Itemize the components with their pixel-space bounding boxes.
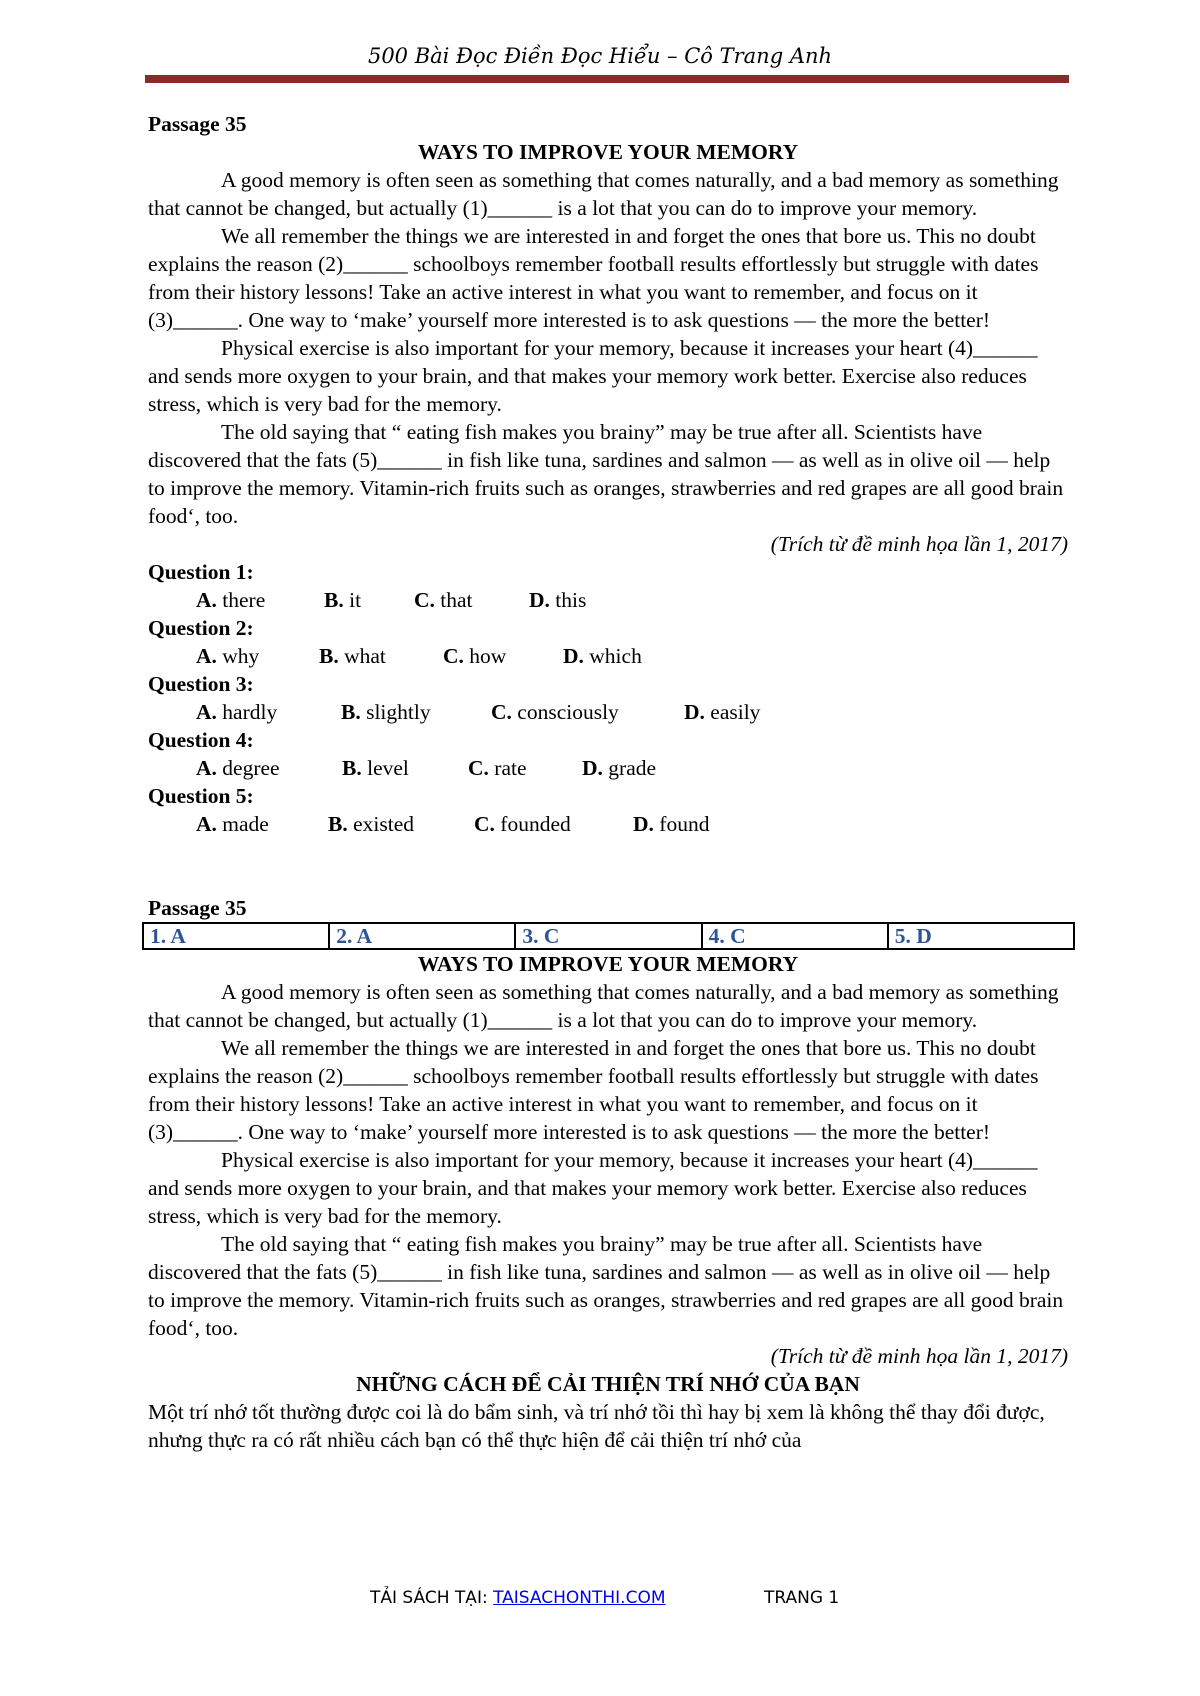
option-d: D. found	[633, 812, 710, 836]
paragraph-3-repeat: Physical exercise is also important for your memory, because it increases your heart (4)______ and sends more oxygen to your brain, and that makes your memory work better. Exercise also reduces stress, which is very bad for the memory.	[148, 1148, 1038, 1228]
question-block	[148, 558, 1068, 614]
option-row	[148, 642, 1068, 670]
answer-cell: 3. C	[515, 923, 701, 949]
option-d: D. easily	[684, 700, 761, 724]
footer-link[interactable]: TAISACHONTHI.COM	[493, 1588, 666, 1608]
answer-row	[143, 923, 1074, 949]
question-label: Question 2:	[148, 616, 254, 640]
option-row	[148, 754, 1068, 782]
option-c: C. founded	[474, 812, 571, 836]
question-label: Question 3:	[148, 672, 254, 696]
passage-title: WAYS TO IMPROVE YOUR MEMORY	[417, 140, 799, 164]
source-citation-repeat: (Trích từ đề minh họa lần 1, 2017)	[770, 1344, 1068, 1368]
option-d: D. this	[529, 588, 587, 612]
option-b: B. what	[319, 644, 386, 668]
option-c: C. how	[443, 644, 507, 668]
paragraph-3: Physical exercise is also important for your memory, because it increases your heart (4)______ and sends more oxygen to your brain, and that makes your memory work better. Exercise also reduces stress, which is very bad for the memory.	[148, 336, 1038, 416]
option-d: D. grade	[582, 756, 657, 780]
option-d: D. which	[563, 644, 642, 668]
option-row	[148, 698, 1068, 726]
page-number: TRANG 1	[764, 1588, 840, 1608]
option-a: A. degree	[196, 756, 280, 780]
footer-prefix: TẢI SÁCH TẠI:	[370, 1588, 494, 1608]
option-c: C. consciously	[491, 700, 619, 724]
option-b: B. level	[342, 756, 409, 780]
option-a: A. there	[196, 588, 266, 612]
passage-label-answers: Passage 35	[148, 896, 247, 920]
answer-cell: 1. A	[143, 923, 329, 949]
option-c: C. rate	[468, 756, 527, 780]
option-b: B. slightly	[341, 700, 431, 724]
passage-label: Passage 35	[148, 112, 247, 136]
question-label: Question 5:	[148, 784, 254, 808]
source-citation: (Trích từ đề minh họa lần 1, 2017)	[770, 532, 1068, 556]
page-content	[148, 110, 1068, 1454]
option-row	[148, 810, 1068, 838]
paragraph-2-repeat: We all remember the things we are interested in and forget the ones that bore us. This no doubt explains the reason (2)______ schoolboys remember football results effortlessly but struggle with dates from their history lessons! Take an active interest in what you want to remember, and focus on it (3)______. One way to ‘make’ yourself more interested is to ask questions — the more the better!	[148, 1036, 1039, 1144]
paragraph-2: We all remember the things we are interested in and forget the ones that bore us. This no doubt explains the reason (2)______ schoolboys remember football results effortlessly but struggle with dates from their history lessons! Take an active interest in what you want to remember, and focus on it (3)______. One way to ‘make’ yourself more interested is to ask questions — the more the better!	[148, 224, 1039, 332]
paragraph-1-repeat: A good memory is often seen as something that comes naturally, and a bad memory as something that cannot be changed, but actually (1)______ is a lot that you can do to improve your memory.	[148, 980, 1059, 1032]
option-a: A. made	[196, 812, 269, 836]
footer-download	[370, 1588, 666, 1608]
paragraph-4-repeat: The old saying that “ eating fish makes you brainy” may be true after all. Scientists have discovered that the fats (5)______ in fish like tuna, sardines and salmon — as well as in olive oil — help to improve the memory. Vitamin-rich fruits such as oranges, strawberries and red grapes are all good brain food‘, too.	[148, 1232, 1064, 1340]
question-block	[148, 614, 1068, 670]
question-label: Question 1:	[148, 560, 254, 584]
passage-title-repeat: WAYS TO IMPROVE YOUR MEMORY	[417, 952, 799, 976]
vietnamese-title: NHỮNG CÁCH ĐỂ CẢI THIỆN TRÍ NHỚ CỦA BẠN	[356, 1372, 860, 1396]
question-label: Question 4:	[148, 728, 254, 752]
option-b: B. it	[324, 588, 362, 612]
answer-cell: 5. D	[888, 923, 1074, 949]
question-block	[148, 670, 1068, 726]
answer-key-table	[142, 922, 1075, 950]
section-gap	[148, 838, 1068, 894]
header-rule	[145, 75, 1069, 83]
answer-cell: 4. C	[702, 923, 888, 949]
vietnamese-text: Một trí nhớ tốt thường được coi là do bẩm sinh, và trí nhớ tồi thì hay bị xem là không thể thay đổi được, nhưng thực ra có rất nhiều cách bạn có thể thực hiện để cải thiện trí nhớ của	[148, 1400, 1045, 1452]
paragraph-4: The old saying that “ eating fish makes you brainy” may be true after all. Scientists have discovered that the fats (5)______ in fish like tuna, sardines and salmon — as well as in olive oil — help to improve the memory. Vitamin-rich fruits such as oranges, strawberries and red grapes are all good brain food‘, too.	[148, 420, 1064, 528]
option-c: C. that	[414, 588, 473, 612]
question-block	[148, 782, 1068, 838]
option-a: A. hardly	[196, 700, 278, 724]
page-header-title: 500 Bài Đọc Điền Đọc Hiểu – Cô Trang Anh	[367, 44, 833, 68]
option-b: B. existed	[328, 812, 414, 836]
option-row	[148, 586, 1068, 614]
answer-cell: 2. A	[329, 923, 515, 949]
option-a: A. why	[196, 644, 260, 668]
question-block	[148, 726, 1068, 782]
paragraph-1: A good memory is often seen as something that comes naturally, and a bad memory as something that cannot be changed, but actually (1)______ is a lot that you can do to improve your memory.	[148, 168, 1059, 220]
